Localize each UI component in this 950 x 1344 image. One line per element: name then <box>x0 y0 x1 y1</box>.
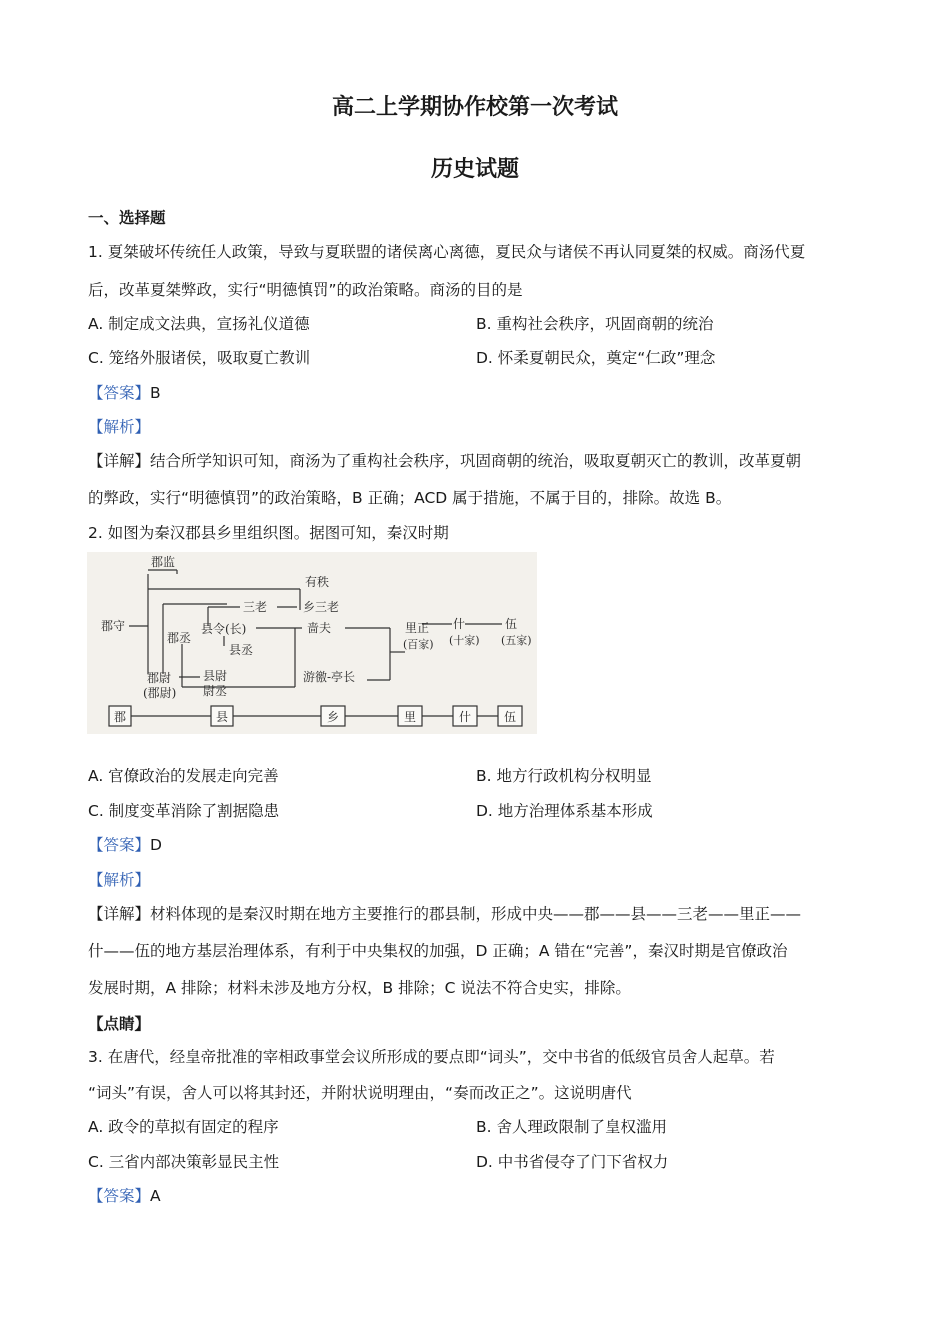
node-lizheng: 里正 <box>405 621 430 635</box>
q2-option-b: B. 地方行政机构分权明显 <box>476 767 652 785</box>
node-xiancheng: 县丞 <box>229 643 254 657</box>
q1-detail-line1: 【详解】结合所学知识可知，商汤为了重构社会秩序，巩固商朝的统治，吸取夏朝灭亡的教训，改革夏朝 <box>88 452 802 470</box>
node-xiangsanlao: 乡三老 <box>303 600 340 614</box>
node-sefu: 啬夫 <box>307 621 332 635</box>
level-label-xian: 县 <box>216 710 229 724</box>
section-heading: 一、选择题 <box>88 209 166 227</box>
q1-stem-line2: 后，改革夏桀弊政，实行“明德慎罚”的政治策略。商汤的目的是 <box>88 281 523 299</box>
node-youzhi: 有秩 <box>305 575 330 589</box>
node-shi-note: (十家) <box>449 634 480 647</box>
q1-answer-value: B <box>150 384 161 402</box>
q1-analysis-label: 【解析】 <box>88 418 151 436</box>
q1-option-d: D. 怀柔夏朝民众，奠定“仁政”理念 <box>476 349 716 367</box>
q2-detail-line1: 【详解】材料体现的是秦汉时期在地方主要推行的郡县制，形成中央——郡——县——三老——里正—— <box>88 905 802 923</box>
node-weicheng: 尉丞 <box>203 684 228 698</box>
q3-answer-value: A <box>150 1187 161 1205</box>
q3-stem-line1: 3. 在唐代，经皇帝批准的宰相政事堂会议所形成的要点即“词头”，交中书省的低级官员舍人起草。若 <box>88 1048 775 1066</box>
q3-stem-line2: “词头”有误，舍人可以将其封还，并附状说明理由，“奏而改正之”。这说明唐代 <box>88 1084 632 1102</box>
q2-option-a: A. 官僚政治的发展走向完善 <box>88 767 279 785</box>
q3-option-a: A. 政令的草拟有固定的程序 <box>88 1118 279 1136</box>
q2-answer-value: D <box>150 836 162 854</box>
level-label-wu: 伍 <box>504 710 517 724</box>
q3-option-b: B. 舍人理政限制了皇权滥用 <box>476 1118 667 1136</box>
qin-han-organization-diagram <box>87 552 537 734</box>
q1-detail-line2: 的弊政，实行“明德慎罚”的政治策略，B 正确；ACD 属于措施，不属于目的，排除。故选 B。 <box>88 489 732 507</box>
q2-analysis-label: 【解析】 <box>88 871 151 889</box>
node-junwei-alt: (郡尉) <box>143 686 177 700</box>
q3-answer: 【答案】A <box>88 1187 161 1205</box>
exam-subtitle: 历史试题 <box>430 157 519 182</box>
node-youjiao: 游徼-亭长 <box>303 670 356 684</box>
q3-option-c: C. 三省内部决策彰显民主性 <box>88 1153 280 1171</box>
detail-label: 详解 <box>103 452 135 470</box>
node-xianwei: 县尉 <box>203 669 228 683</box>
node-junshou: 郡守 <box>101 619 126 633</box>
q2-stem-line1: 2. 如图为秦汉郡县乡里组织图。据图可知，秦汉时期 <box>88 524 449 542</box>
q1-option-c: C. 笼络外服诸侯，吸取夏亡教训 <box>88 349 311 367</box>
q1-stem-line1: 1. 夏桀破坏传统任人政策，导致与夏联盟的诸侯离心离德，夏民众与诸侯不再认同夏桀的权威。商汤代夏 <box>88 243 806 261</box>
q1-option-b: B. 重构社会秩序，巩固商朝的统治 <box>476 315 714 333</box>
node-wu: 伍 <box>505 617 518 631</box>
q2-option-c: C. 制度变革消除了割据隐患 <box>88 802 280 820</box>
answer-label: 答案 <box>103 384 135 402</box>
exam-title: 高二上学期协作校第一次考试 <box>331 95 618 120</box>
q2-answer: 【答案】D <box>88 836 162 854</box>
q3-option-d: D. 中书省侵夺了门下省权力 <box>476 1153 669 1171</box>
level-label-xiang: 乡 <box>327 710 340 724</box>
node-junjian: 郡监 <box>151 555 176 569</box>
q1-answer <box>88 381 161 403</box>
node-juncheng: 郡丞 <box>167 631 192 645</box>
node-lizheng-note: (百家) <box>403 638 434 651</box>
q1-option-a: A. 制定成文法典，宣扬礼仪道德 <box>88 315 310 333</box>
level-label-jun: 郡 <box>114 710 127 724</box>
node-wu-note: (五家) <box>501 634 532 647</box>
node-junwei: 郡尉 <box>147 671 172 685</box>
node-shi: 什 <box>453 617 466 631</box>
level-label-li: 里 <box>404 710 417 724</box>
answer-label-close: 】 <box>134 384 151 402</box>
answer-label-open: 【 <box>88 384 104 402</box>
level-label-shi: 什 <box>459 710 472 724</box>
q2-tip-label: 【点睛】 <box>88 1015 151 1033</box>
q2-detail-line3: 发展时期，A 排除；材料未涉及地方分权，B 排除；C 说法不符合史实，排除。 <box>88 979 631 997</box>
node-xianling: 县令(长) <box>201 622 247 636</box>
q2-detail-line2: 什——伍的地方基层治理体系，有利于中央集权的加强，D 正确；A 错在“完善”，秦汉时期是官僚政治 <box>88 942 788 960</box>
node-sanlao: 三老 <box>243 600 268 614</box>
q2-option-d: D. 地方治理体系基本形成 <box>476 802 653 820</box>
